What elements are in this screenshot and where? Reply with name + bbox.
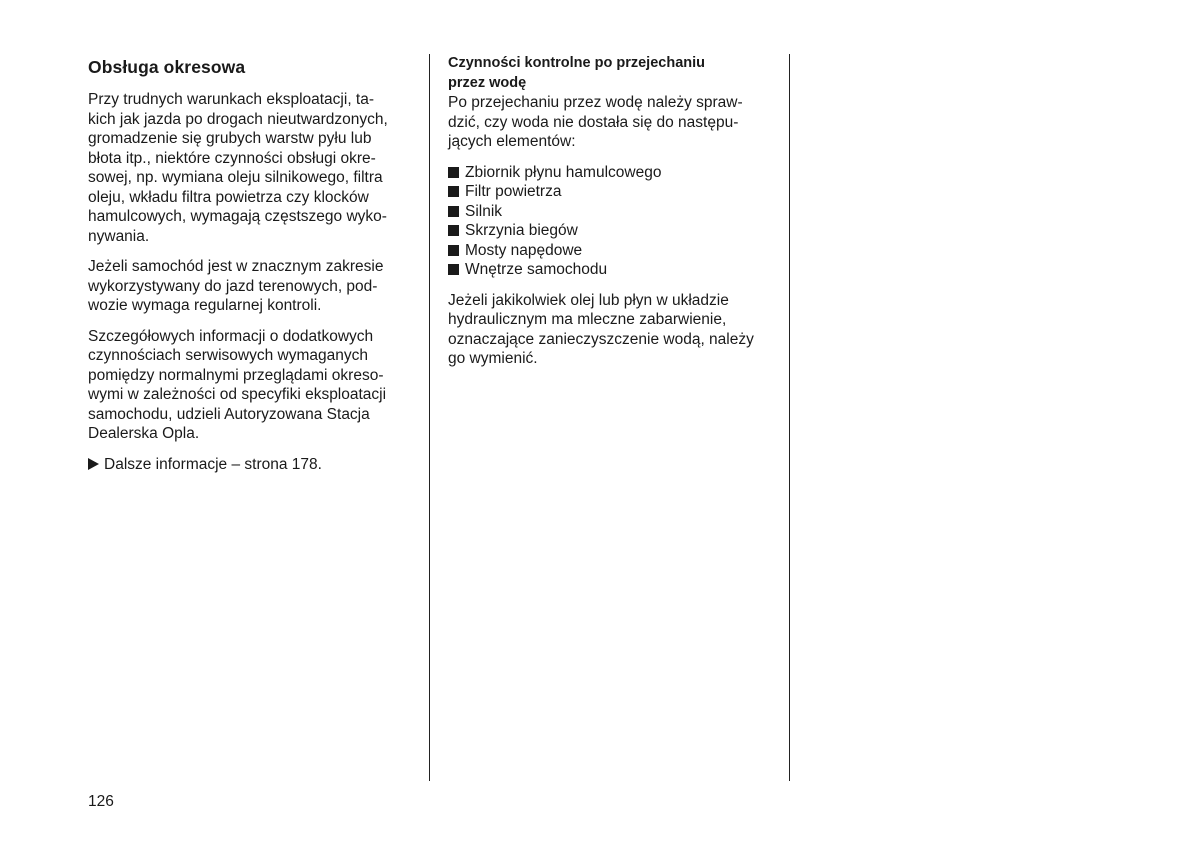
list-item (448, 202, 778, 222)
list-item (448, 241, 778, 261)
list-item (448, 163, 778, 183)
paragraph-dealer-info: Szczegółowych informacji o dodatkowych czynnościach serwisowych wymaganych pomiędzy normalnymi przeglądami okreso- wymi w zależności od specyfiki eksploatacji samochodu, udzieli Autoryzowana Stacja Dealerska Opla. (88, 327, 387, 442)
square-bullet-icon (448, 225, 459, 236)
list-item (448, 221, 778, 241)
cross-reference (88, 455, 418, 475)
left-column (88, 54, 418, 474)
list-item-label: Mosty napędowe (465, 241, 583, 259)
section-title-water-check: Czynności kontrolne po przejechaniu przez wodę (448, 55, 706, 91)
list-item-label: Silnik (465, 202, 503, 220)
arrow-right-icon (88, 458, 99, 470)
column-divider-right (789, 54, 790, 781)
paragraph-milky-fluid: Jeżeli jakikolwiek olej lub płyn w układzie hydraulicznym ma mleczne zabarwienie, oznaczające zanieczyszczenie wodą, należy go wymienić. (448, 291, 754, 367)
square-bullet-icon (448, 245, 459, 256)
paragraph-water-intro: Po przejechaniu przez wodę należy spraw- dzić, czy woda nie dostała się do następu- jących elementów: (448, 94, 743, 150)
list-item-label: Skrzynia biegów (465, 222, 578, 239)
paragraph-offroad-use: Jeżeli samochód jest w znacznym zakresie wykorzystywany do jazd terenowych, pod- wozie wymaga regularnej kontroli. (88, 258, 384, 314)
list-item (448, 260, 778, 280)
list-item-label: Zbiornik płynu hamulcowego (465, 163, 662, 181)
list-item-label: Wnętrze samochodu (465, 261, 608, 278)
square-bullet-icon (448, 186, 459, 197)
right-column (448, 54, 778, 369)
list-item (448, 182, 778, 202)
section-title-periodic-service: Obsługa okresowa (88, 57, 246, 77)
square-bullet-icon (448, 206, 459, 217)
list-item-label: Filtr powietrza (465, 183, 562, 200)
square-bullet-icon (448, 264, 459, 275)
page-number: 126 (88, 793, 114, 810)
column-divider-left (429, 54, 430, 781)
cross-reference-text: Dalsze informacje – strona 178. (104, 455, 322, 473)
paragraph-difficult-conditions: Przy trudnych warunkach eksploatacji, ta- kich jak jazda po drogach nieutwardzonych, gromadzenie się grubych warstw pyłu lub błota itp., niektóre czynności obsługi okre- sowej, np. wymiana oleju silnikowego, filtra oleju, wkładu filtra powietrza czy klocków hamulcowych, wymagają częstszego wyko- nywania. (88, 91, 388, 245)
square-bullet-icon (448, 167, 459, 178)
inspection-checklist (448, 163, 778, 280)
